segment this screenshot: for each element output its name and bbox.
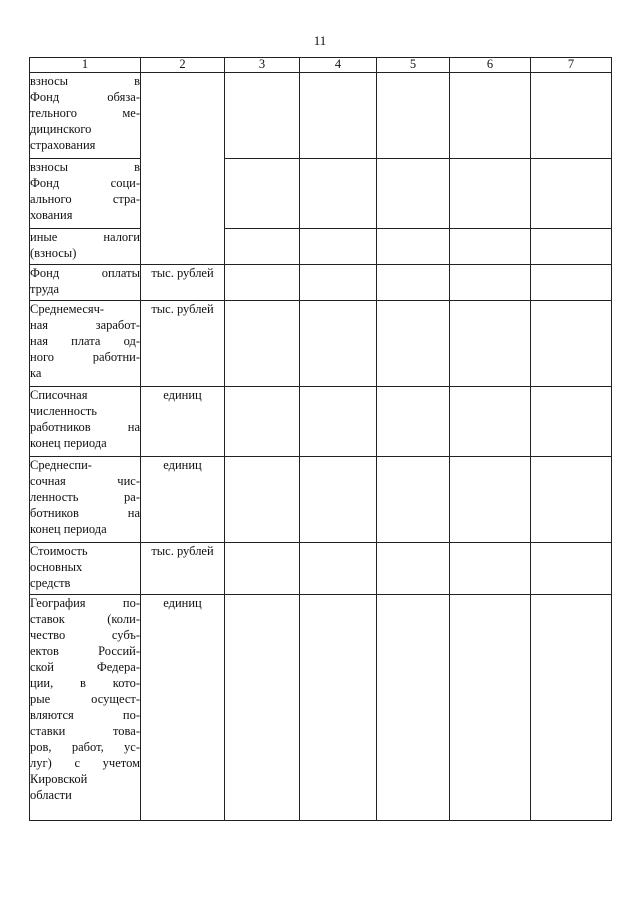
row-name-line: луг) с учетом — [30, 756, 140, 770]
row-name-line: основных — [30, 560, 83, 574]
table-row — [30, 457, 612, 543]
row-unit-cell — [141, 73, 225, 265]
table-body — [30, 73, 612, 821]
row-name-line: Списочная — [30, 388, 88, 402]
value-cell-col-6[interactable] — [450, 73, 531, 159]
value-cell-col-7[interactable] — [531, 595, 612, 821]
row-name-cell — [30, 595, 141, 821]
row-name-line: ботников на — [30, 506, 140, 520]
row-name-line: хования — [30, 208, 73, 222]
value-cell-col-3[interactable] — [225, 159, 300, 229]
table-row — [30, 543, 612, 595]
row-name-line: ка — [30, 366, 42, 380]
value-cell-col-4[interactable] — [300, 301, 377, 387]
value-cell-col-6[interactable] — [450, 229, 531, 265]
row-name-line: рые осущест- — [30, 692, 140, 706]
row-name-line: ской Федера- — [30, 660, 140, 674]
row-name-cell — [30, 543, 141, 595]
row-name-line: ектов Россий- — [30, 644, 140, 658]
row-name-line: ции, в кото- — [30, 676, 140, 690]
column-header-1: 1 — [30, 58, 141, 73]
row-name-line: конец периода — [30, 436, 107, 450]
row-name-line: области — [30, 788, 72, 802]
column-header-2: 2 — [141, 58, 225, 73]
table-row — [30, 159, 612, 229]
value-cell-col-5[interactable] — [377, 387, 450, 457]
value-cell-col-6[interactable] — [450, 159, 531, 229]
row-name-cell — [30, 265, 141, 301]
row-name-line: ставки това- — [30, 724, 140, 738]
row-name-line: Среднемесяч- — [30, 302, 105, 316]
value-cell-col-3[interactable] — [225, 301, 300, 387]
row-name-line: ального стра- — [30, 192, 140, 206]
row-name-line: вляются по- — [30, 708, 140, 722]
value-cell-col-4[interactable] — [300, 595, 377, 821]
row-name-cell — [30, 159, 141, 229]
row-name-line: ленность ра- — [30, 490, 140, 504]
data-table — [29, 57, 612, 821]
value-cell-col-3[interactable] — [225, 229, 300, 265]
value-cell-col-5[interactable] — [377, 265, 450, 301]
row-name-line: средств — [30, 576, 71, 590]
row-name-cell — [30, 457, 141, 543]
row-name-line: конец периода — [30, 522, 107, 536]
row-name-line: взносы в — [30, 160, 140, 174]
row-name-line: ная заработ- — [30, 318, 140, 332]
value-cell-col-5[interactable] — [377, 159, 450, 229]
page-number: 11 — [313, 33, 327, 48]
value-cell-col-5[interactable] — [377, 73, 450, 159]
table-row — [30, 265, 612, 301]
column-header-4: 4 — [300, 58, 377, 73]
value-cell-col-5[interactable] — [377, 301, 450, 387]
column-header-3: 3 — [225, 58, 300, 73]
table-row — [30, 229, 612, 265]
table-row — [30, 301, 612, 387]
value-cell-col-4[interactable] — [300, 387, 377, 457]
row-unit-cell: тыс. рублей — [141, 265, 225, 301]
row-name-line: дицинского — [30, 122, 92, 136]
value-cell-col-7[interactable] — [531, 543, 612, 595]
value-cell-col-6[interactable] — [450, 543, 531, 595]
row-name-line: ная плата од- — [30, 334, 140, 348]
row-name-line: ного работни- — [30, 350, 140, 364]
column-header-6: 6 — [450, 58, 531, 73]
row-name-cell — [30, 229, 141, 265]
value-cell-col-6[interactable] — [450, 301, 531, 387]
value-cell-col-4[interactable] — [300, 229, 377, 265]
column-header-5: 5 — [377, 58, 450, 73]
header-row — [30, 58, 612, 73]
value-cell-col-4[interactable] — [300, 73, 377, 159]
row-unit-cell: единиц — [141, 595, 225, 821]
value-cell-col-4[interactable] — [300, 159, 377, 229]
row-name-cell — [30, 387, 141, 457]
row-unit-cell: единиц — [141, 387, 225, 457]
row-name-line: Фонд обяза- — [30, 90, 140, 104]
value-cell-col-5[interactable] — [377, 595, 450, 821]
row-name-line: взносы в — [30, 74, 140, 88]
value-cell-col-6[interactable] — [450, 265, 531, 301]
column-header-7: 7 — [531, 58, 612, 73]
value-cell-col-6[interactable] — [450, 387, 531, 457]
table-row — [30, 595, 612, 821]
row-name-line: ставок (коли- — [30, 612, 140, 626]
value-cell-col-5[interactable] — [377, 457, 450, 543]
value-cell-col-7[interactable] — [531, 229, 612, 265]
value-cell-col-4[interactable] — [300, 265, 377, 301]
row-name-line: страхования — [30, 138, 96, 152]
row-name-line: труда — [30, 282, 60, 296]
value-cell-col-3[interactable] — [225, 595, 300, 821]
row-name-line: Фонд соци- — [30, 176, 140, 190]
row-name-line: иные налоги — [30, 230, 140, 244]
row-name-line: сочная чис- — [30, 474, 140, 488]
value-cell-col-7[interactable] — [531, 457, 612, 543]
row-unit-cell: тыс. рублей — [141, 543, 225, 595]
row-name-line: Кировской — [30, 772, 88, 786]
row-name-line: ров, работ, ус- — [30, 740, 140, 754]
row-name-line: тельного ме- — [30, 106, 140, 120]
value-cell-col-3[interactable] — [225, 387, 300, 457]
value-cell-col-4[interactable] — [300, 543, 377, 595]
row-name-line: чество субъ- — [30, 628, 140, 642]
row-name-cell — [30, 301, 141, 387]
value-cell-col-7[interactable] — [531, 387, 612, 457]
value-cell-col-6[interactable] — [450, 595, 531, 821]
row-name-line: работников на — [30, 420, 140, 434]
row-name-cell — [30, 73, 141, 159]
table-row — [30, 387, 612, 457]
row-name-line: География по- — [30, 596, 140, 610]
value-cell-col-7[interactable] — [531, 73, 612, 159]
row-name-line: (взносы) — [30, 246, 77, 260]
value-cell-col-5[interactable] — [377, 229, 450, 265]
value-cell-col-3[interactable] — [225, 457, 300, 543]
row-name-line: Стоимость — [30, 544, 88, 558]
value-cell-col-4[interactable] — [300, 457, 377, 543]
value-cell-col-7[interactable] — [531, 159, 612, 229]
value-cell-col-5[interactable] — [377, 543, 450, 595]
table-row — [30, 73, 612, 159]
row-name-line: Фонд оплаты — [30, 266, 140, 280]
value-cell-col-3[interactable] — [225, 73, 300, 159]
value-cell-col-3[interactable] — [225, 265, 300, 301]
value-cell-col-6[interactable] — [450, 457, 531, 543]
value-cell-col-7[interactable] — [531, 301, 612, 387]
row-name-line: Среднеспи- — [30, 458, 92, 472]
row-name-line: численность — [30, 404, 97, 418]
row-unit-cell: единиц — [141, 457, 225, 543]
row-unit-cell: тыс. рублей — [141, 301, 225, 387]
value-cell-col-3[interactable] — [225, 543, 300, 595]
value-cell-col-7[interactable] — [531, 265, 612, 301]
